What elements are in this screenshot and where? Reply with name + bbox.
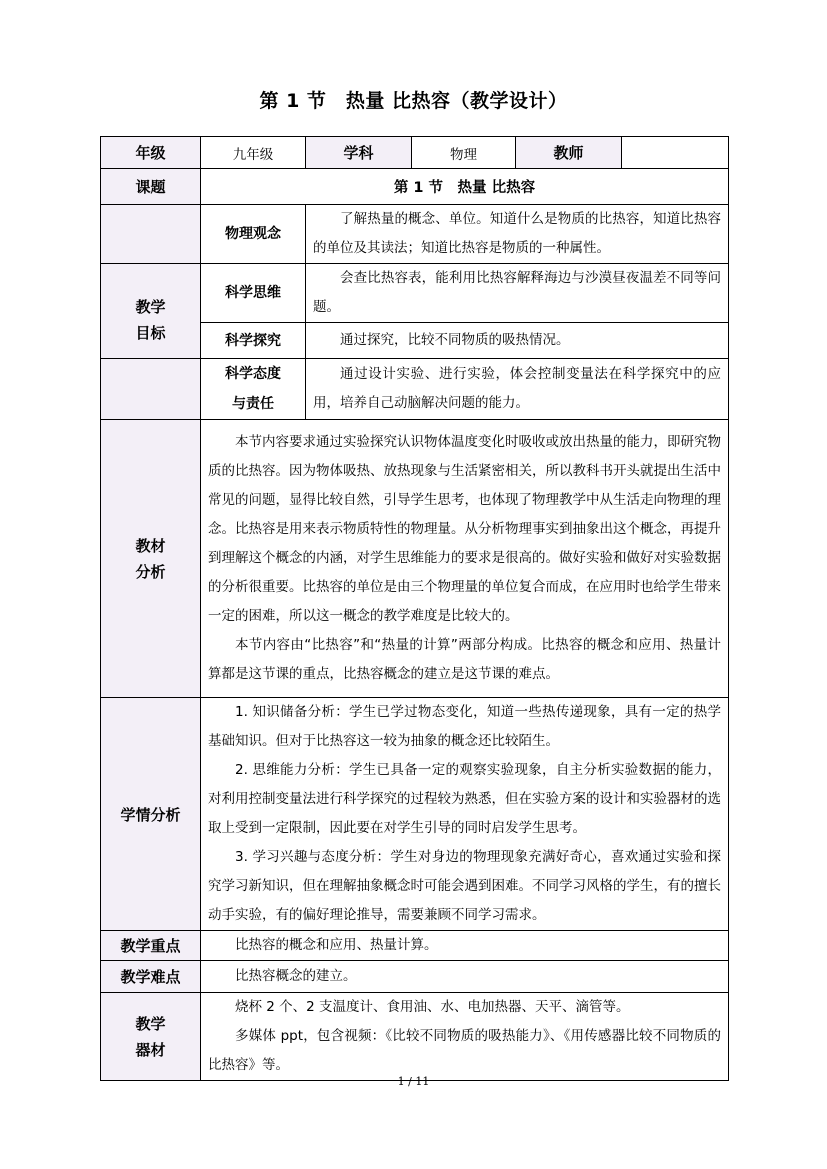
topic-label: 课题	[101, 169, 201, 205]
objective-label: 科学态度 与责任	[201, 359, 306, 420]
textbook-row	[101, 420, 729, 698]
equipment-text: 烧杯 2 个、2 支温度计、食用油、水、电加热器、天平、滴管等。 多媒体 ppt，包含视频：《比较不同物质的吸热能力》、《用传感器比较不同物质的比热容》等。	[201, 993, 729, 1081]
students-row	[101, 698, 729, 931]
textbook-label: 教材 分析	[101, 420, 201, 698]
key-point-text: 比热容的概念和应用、热量计算。	[201, 931, 729, 961]
difficulty-row	[101, 961, 729, 993]
grade-value: 九年级	[201, 137, 306, 169]
key-point-label: 教学重点	[101, 931, 201, 961]
teacher-value	[622, 137, 729, 169]
objectives-spacer	[101, 205, 201, 264]
textbook-text: 本节内容要求通过实验探究认识物体温度变化时吸收或放出热量的能力，即研究物质的比热容。因为物体吸热、放热现象与生活紧密相关，所以教科书开头就提出生活中常见的问题，显得比较自然，引导学生思考，也体现了物理教学中从生活走向物理的理念。比热容是用来表示物质特性的物理量。从分析物理事实到抽象出这个概念，再提升到理解这个概念的内涵，对学生思维能力的要求是很高的。做好实验和做好对实验数据的分析很重要。比热容的单位是由三个物理量的单位复合而成，在应用时也给学生带来一定的困难，所以这一概念的教学难度是比较大的。 本节内容由“比热容”和“热量的计算”两部分构成。比热容的概念和应用、热量计算都是这节课的重点，比热容概念的建立是这节课的难点。	[201, 420, 729, 698]
objectives-label: 教学 目标	[101, 264, 201, 359]
objective-label: 科学探究	[201, 323, 306, 359]
equipment-row	[101, 993, 729, 1081]
difficulty-text: 比热容概念的建立。	[201, 961, 729, 993]
teacher-label: 教师	[516, 137, 622, 169]
objective-label: 物理观念	[201, 205, 306, 264]
objective-text: 会查比热容表，能利用比热容解释海边与沙漠昼夜温差不同等问题。	[306, 264, 729, 323]
header-row	[101, 137, 729, 169]
topic-row	[101, 169, 729, 205]
students-text: 1. 知识储备分析：学生已学过物态变化，知道一些热传递现象，具有一定的热学基础知识。但对于比热容这一较为抽象的概念还比较陌生。 2. 思维能力分析：学生已具备一定的观察实验现象，自主分析实验数据的能力，对利用控制变量法进行科学探究的过程较为熟悉，但在实验方案的设计和实验器材的选取上受到一定限制，因此要在对学生引导的同时启发学生思考。 3. 学习兴趣与态度分析：学生对身边的物理现象充满好奇心，喜欢通过实验和探究学习新知识，但在理解抽象概念时可能会遇到困难。不同学习风格的学生，有的擅长动手实验，有的偏好理论推导，需要兼顾不同学习需求。	[201, 698, 729, 931]
objective-label: 科学思维	[201, 264, 306, 323]
equipment-label: 教学 器材	[101, 993, 201, 1081]
page-title: 第 1 节 热量 比热容（教学设计）	[259, 90, 568, 112]
objectives-spacer	[101, 359, 201, 420]
objective-text: 通过探究，比较不同物质的吸热情况。	[306, 323, 729, 359]
objective-text: 通过设计实验、进行实验，体会控制变量法在科学探究中的应用，培养自己动脑解决问题的能力。	[306, 359, 729, 420]
topic-value: 第 1 节 热量 比热容	[201, 169, 729, 205]
students-label: 学情分析	[101, 698, 201, 931]
objective-row	[101, 205, 729, 264]
lesson-plan-table	[100, 136, 729, 1081]
subject-value: 物理	[412, 137, 516, 169]
grade-label: 年级	[101, 137, 201, 169]
objective-row	[101, 264, 729, 323]
subject-label: 学科	[306, 137, 412, 169]
objective-text: 了解热量的概念、单位。知道什么是物质的比热容，知道比热容的单位及其读法；知道比热容是物质的一种属性。	[306, 205, 729, 264]
page-number: 1 / 11	[397, 1075, 430, 1088]
difficulty-label: 教学难点	[101, 961, 201, 993]
key-point-row	[101, 931, 729, 961]
objective-row	[101, 359, 729, 420]
